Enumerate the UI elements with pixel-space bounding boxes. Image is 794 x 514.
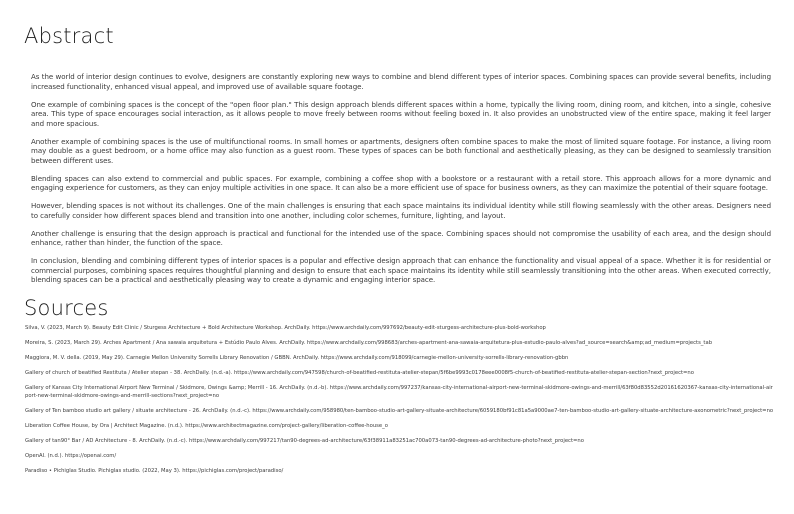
source-citation: Liberation Coffee House, by Ora | Architect Magazine. (n.d.). https://www.architectmagazine.com/project-gallery/liberation-coffee-house_o <box>25 422 388 429</box>
source-citation: Moreira, S. (2023, March 29). Arches Apartment / Ana sawaia arquitetura + Estúdio Paulo Alves. ArchDaily. https://www.archdaily.com/998683/arches-apartment-ana-sawaia-arquitetura-plus-estudio-paulo-alves?ad_source=search&amp;ad_medium=projects_tab <box>25 339 713 346</box>
abstract-paragraph: One example of combining spaces is the concept of the "open floor plan." This design approach blends different spaces within a home, typically the living room, dining room, and kitchen, into a single, cohesive area. This type of space encourages social interaction, as it allows people to move freely between rooms without feeling boxed in. It also provides an unobstructed view of the entire space, making it feel larger and more spacious. <box>31 99 771 128</box>
abstract-paragraph: Blending spaces can also extend to commercial and public spaces. For example, combining a coffee shop with a bookstore or a restaurant with a retail store. This approach allows for a more dynamic and engaging experience for customers, as they can enjoy multiple activities in one space. It can also be a more efficient use of space for business owners, as they can maximize the potential of their square footage. <box>31 173 771 192</box>
abstract-paragraph: Another example of combining spaces is the use of multifunctional rooms. In small homes or apartments, designers often combine spaces to make the most of limited square footage. For instance, a living room may double as a guest bedroom, or a home office may also function as a guest room. These types of spaces can be both functional and aesthetically pleasing, as they can be designed to seamlessly transition between different uses. <box>31 136 771 165</box>
source-citation: Paradiso • Pichiglas Studio. Pichiglas studio. (2022, May 3). https://pichiglas.com/project/paradiso/ <box>25 467 284 474</box>
source-citation: Gallery of church of beatified Restituta / Atelier stepan - 38. ArchDaily. (n.d.-a). https://www.archdaily.com/947598/church-of-beatified-restituta-atelier-stepan/5f6be9993c0178eee0008f5-church-of-beatified-restituta-atelier-stepan-section?next_project=no <box>25 369 694 376</box>
abstract-paragraph: As the world of interior design continues to evolve, designers are constantly exploring new ways to combine and blend different types of interior spaces. Combining spaces can provide several benefits, including increased functionality, enhanced visual appeal, and improved use of available square footage. <box>31 72 771 91</box>
sources-list <box>25 325 775 483</box>
source-citation: Silva, V. (2023, March 9). Beauty Edit Clinic / Sturgess Architecture + Bold Architecture Workshop. ArchDaily. https://www.archdaily.com/997692/beauty-edit-sturgess-architecture-plus-bold-workshop <box>25 325 546 331</box>
sources-heading: Sources <box>24 296 109 320</box>
abstract-heading: Abstract <box>24 24 114 48</box>
source-citation: Gallery of tan90° Bar / AD Architecture - 8. ArchDaily. (n.d.-c). https://www.archdaily.com/997217/tan90-degrees-ad-architecture/63f38911a83251ac700a073-tan90-degrees-ad-architecture-photo?next_project=no <box>25 437 584 444</box>
source-citation: Gallery of Kansas City International Airport New Terminal / Skidmore, Owings &amp; Merrill - 16. ArchDaily. (n.d.-b). https://www.archdaily.com/997237/kansas-city-international-airport-new-terminal-skidmore-owings-and-merrill/63f80d83552d20161620367-kansas-city-international-airport-new-terminal-skidmore-owings-and-merrill-sections?next_project=no <box>25 384 773 399</box>
abstract-paragraph: Another challenge is ensuring that the design approach is practical and functional for the intended use of the space. Combining spaces should not compromise the usability of each area, and the design should enhance, rather than hinder, the function of the space. <box>31 228 771 247</box>
abstract-paragraph: In conclusion, blending and combining different types of interior spaces is a popular and effective design approach that can enhance the functionality and visual appeal of a space. Whether it is for residential or commercial purposes, combining spaces requires thoughtful planning and design to ensure that each space maintains its identity while still seamlessly transitioning into the other areas. When executed correctly, blending spaces can be a practical and aesthetically pleasing way to create a dynamic and engaging interior space. <box>31 256 771 284</box>
abstract-paragraph: However, blending spaces is not without its challenges. One of the main challenges is ensuring that each space maintains its individual identity while still flowing seamlessly with the other areas. Designers need to carefully consider how different spaces blend and transition into one another, including color schemes, furniture, lighting, and layout. <box>31 201 771 220</box>
abstract-body <box>31 72 771 293</box>
source-citation: OpenAI. (n.d.). https://openai.com/ <box>25 452 117 459</box>
source-citation: Gallery of Ten bamboo studio art gallery / situate architecture - 26. ArchDaily. (n.d.-c). https://www.archdaily.com/958980/ten-bamboo-studio-art-gallery-situate-architecture/6059180bf91c81a5a9000ae7-ten-bamboo-studio-art-gallery-situate-architecture-axonometric?next_project=no <box>25 407 774 414</box>
source-citation: Maggiora, M. V. della. (2019, May 29). Carnegie Mellon University Sorrells Library Renovation / GBBN. ArchDaily. https://www.archdaily.com/918099/carnegie-mellon-university-sorrells-library-renovation-gbbn <box>25 354 569 361</box>
